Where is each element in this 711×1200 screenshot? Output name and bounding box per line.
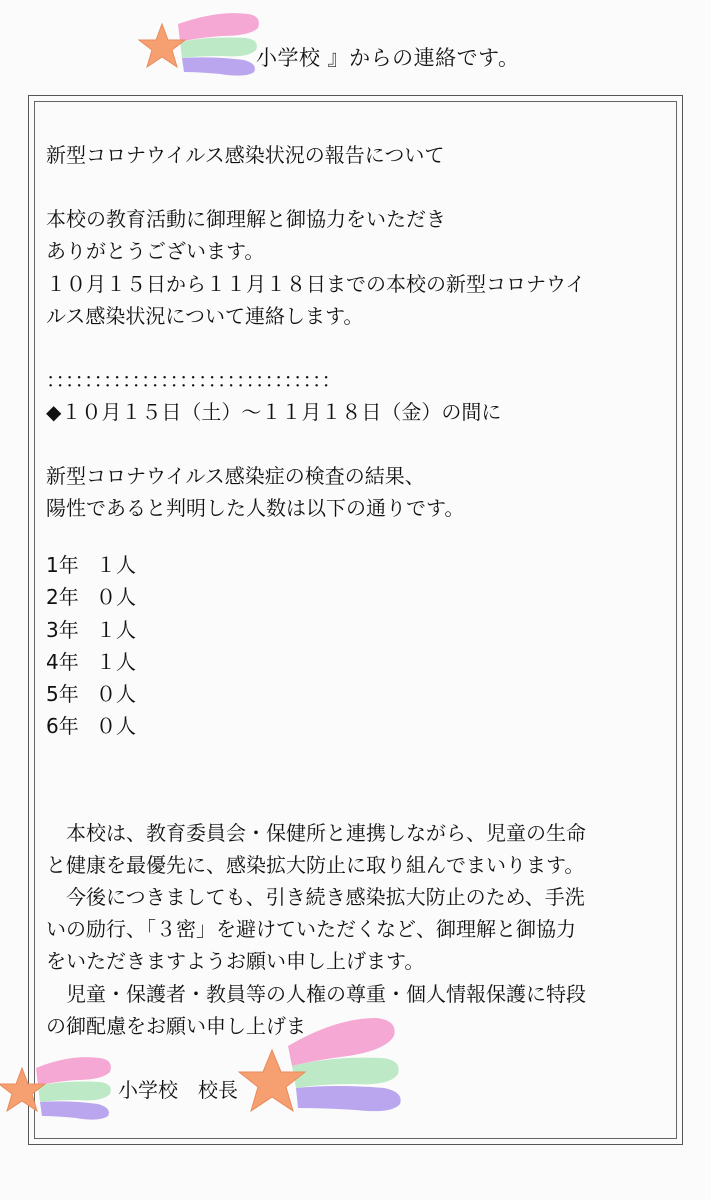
grade-count: １人: [96, 650, 136, 674]
period-line: ◆１０月１５日（土）～１１月１８日（金）の間に: [46, 400, 502, 424]
grade-count: １人: [96, 618, 136, 642]
intro-line: 本校の教育活動に御理解と御協力をいただき: [46, 207, 446, 231]
grade-row: [46, 713, 136, 739]
closing-line: 本校は、教育委員会・保健所と連携しながら、児童の生命: [46, 821, 586, 845]
intro-line: １０月１５日から１１月１８日までの本校の新型コロナウイ: [46, 272, 586, 296]
result-line: 陽性であると判明した人数は以下の通りです。: [46, 496, 465, 520]
closing-line: の御配慮をお願い申し上げま: [46, 1014, 306, 1038]
result-line: 新型コロナウイルス感染症の検査の結果、: [46, 464, 425, 488]
shooting-star-sticker-left: [0, 1048, 120, 1132]
grade-row: [46, 617, 136, 643]
grade-label: 2年: [46, 585, 79, 609]
grade-label: 3年: [46, 618, 79, 642]
signature: 小学校 校長: [118, 1078, 238, 1102]
closing-line: と健康を最優先に、感染拡大防止に取り組んでまいります。: [46, 853, 585, 877]
grade-count: ０人: [96, 585, 136, 609]
grade-label: 6年: [46, 714, 79, 738]
closing-line: をいただきますようお願い申し上げます。: [46, 949, 425, 973]
grade-count: １人: [96, 553, 136, 577]
closing-line: 今後につきましても、引き続き感染拡大防止のため、手洗: [46, 885, 585, 909]
intro-line: ありがとうございます。: [46, 239, 265, 263]
grade-count: ０人: [96, 682, 136, 706]
header-title: 小学校 』からの連絡です。: [256, 46, 520, 70]
grade-count: ０人: [96, 714, 136, 738]
grade-row: [46, 584, 136, 610]
intro-line: ルス感染状況について連絡します。: [46, 304, 364, 328]
grade-row: [46, 649, 136, 675]
dotted-separator: ：：：：：：：：：：：：：：：：：：：：：：：：：：：：：：: [46, 368, 341, 392]
shooting-star-sticker-header: [138, 6, 263, 92]
grade-row: [46, 552, 136, 578]
grade-label: 4年: [46, 650, 79, 674]
closing-line: いの励行、「３密」を避けていただくなど、御理解と御協力: [46, 917, 576, 941]
notice-title: 新型コロナウイルス感染状況の報告について: [46, 143, 445, 167]
grade-label: 5年: [46, 682, 79, 706]
grade-label: 1年: [46, 553, 79, 577]
closing-line: 児童・保護者・教員等の人権の尊重・個人情報保護に特段: [46, 982, 586, 1006]
shooting-star-sticker-right: [236, 1010, 410, 1129]
grade-row: [46, 681, 136, 707]
